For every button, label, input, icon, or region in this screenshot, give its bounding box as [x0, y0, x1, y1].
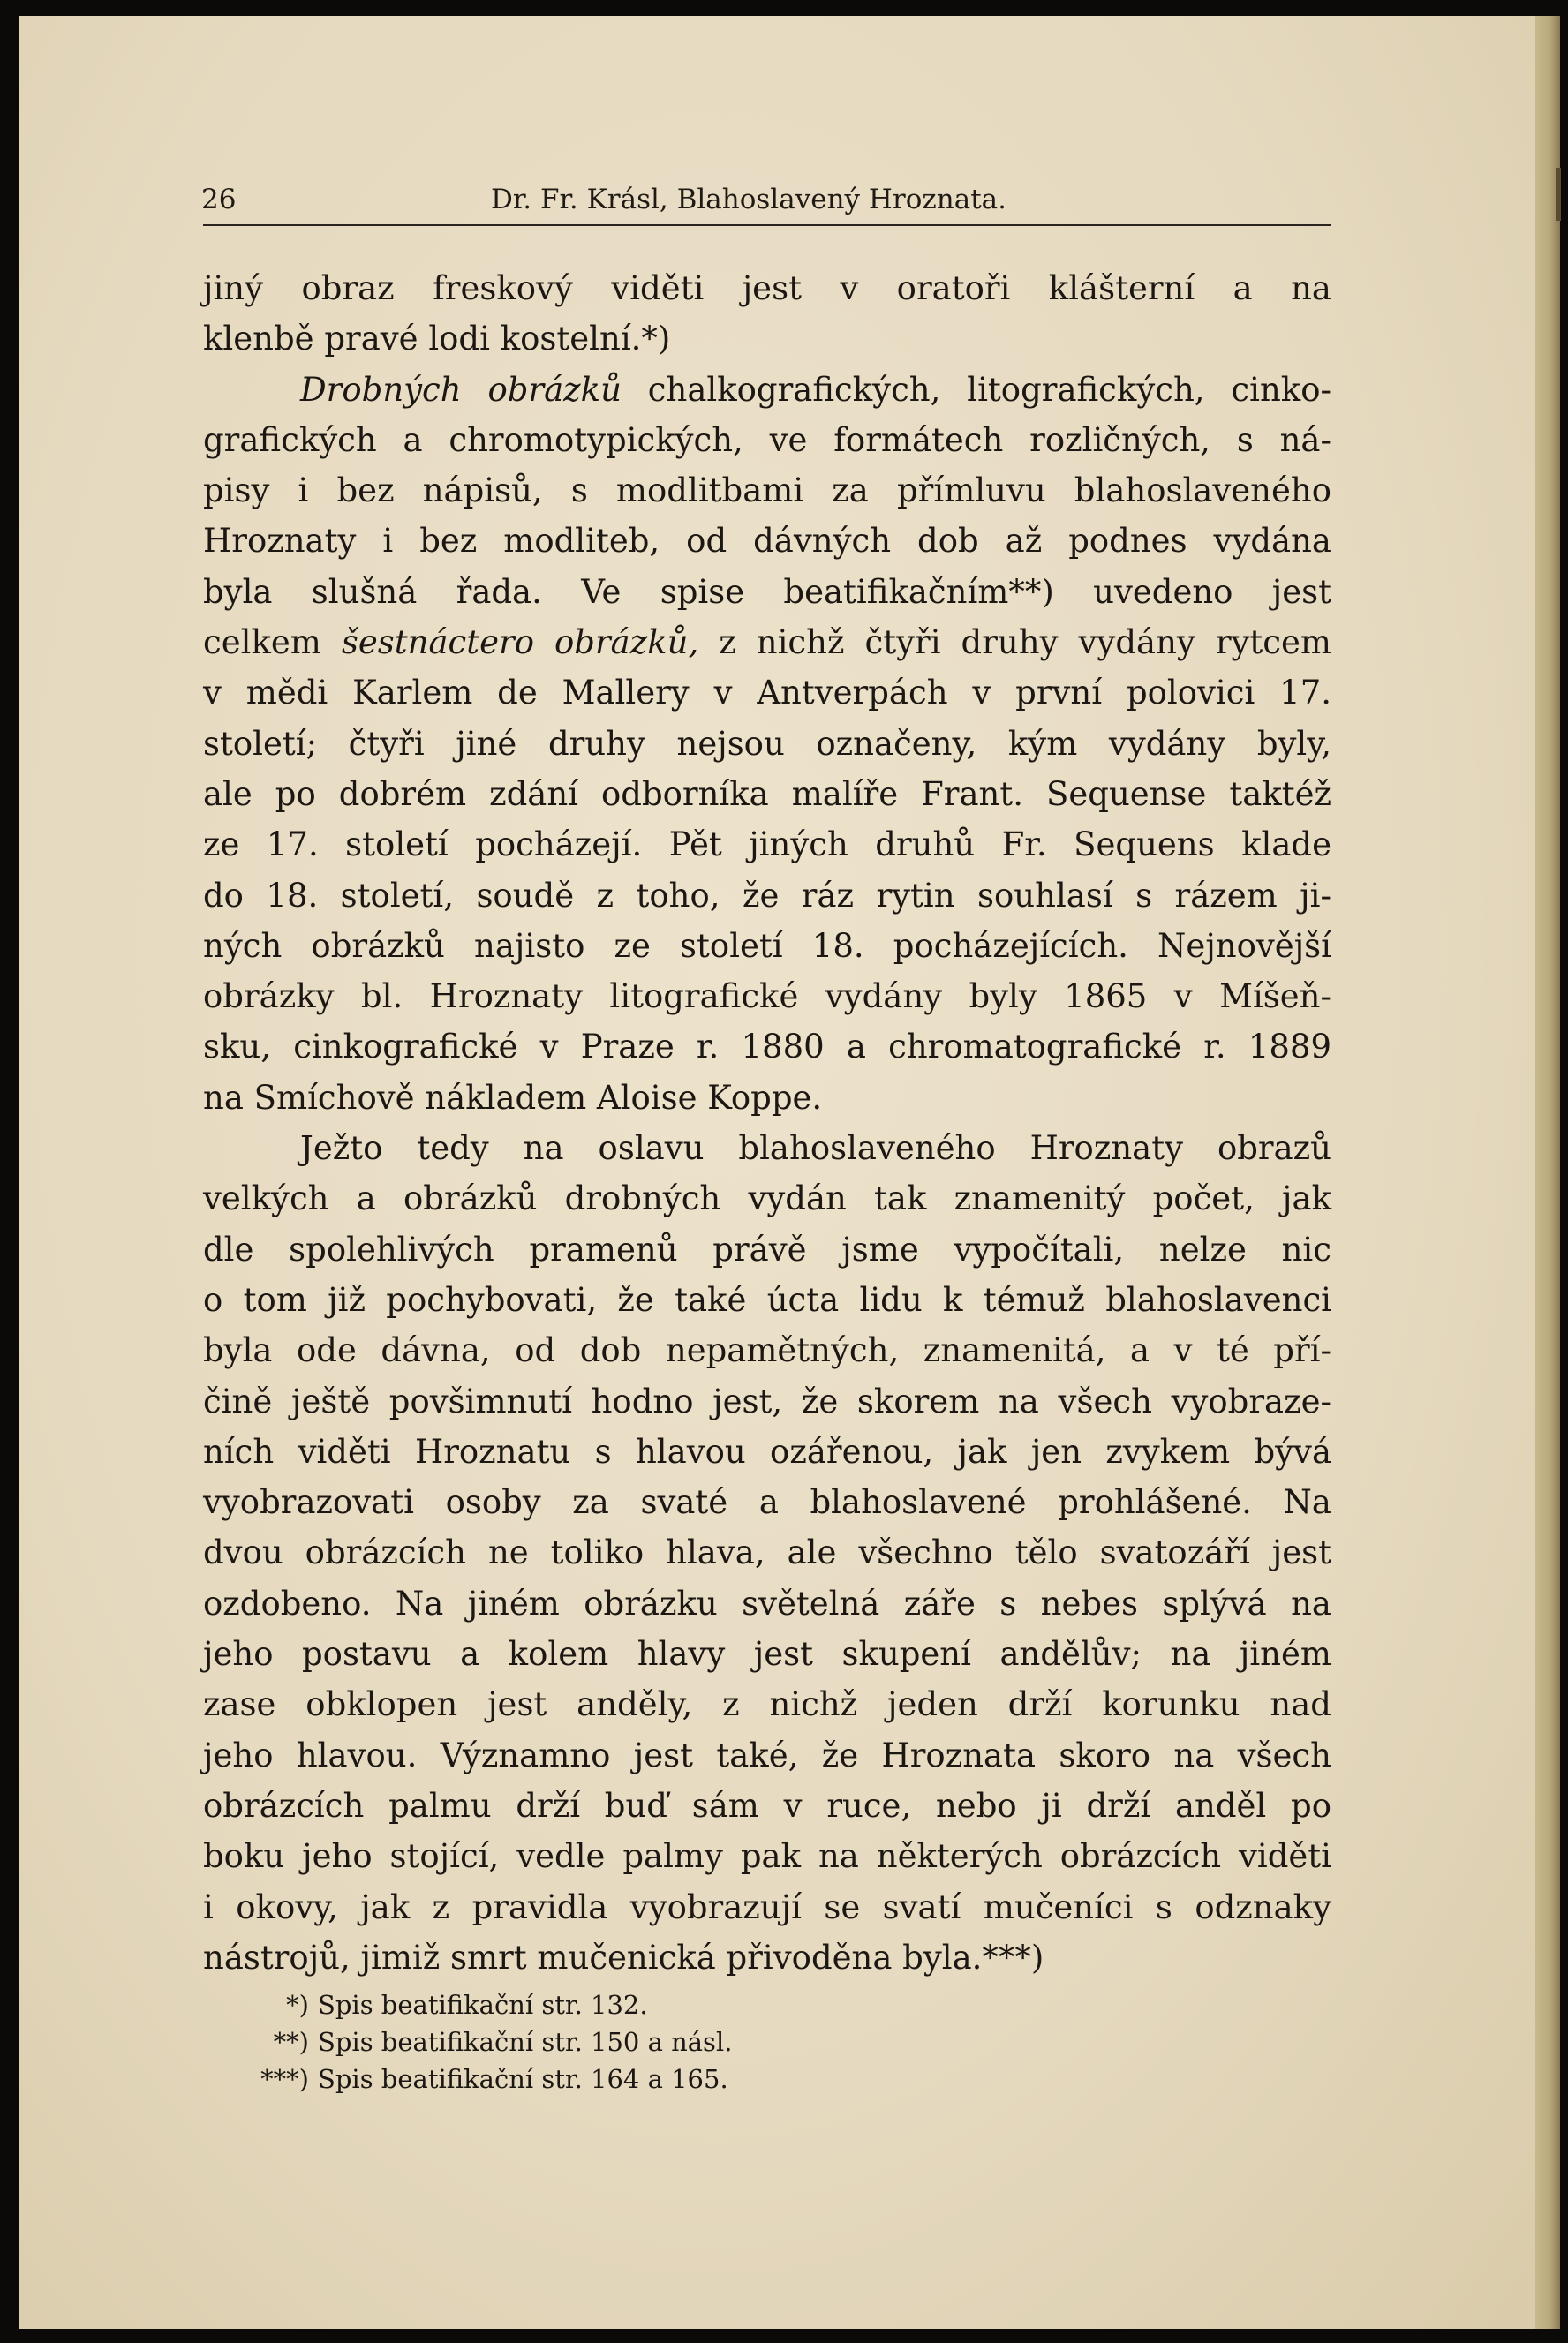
footnote-text: Spis beatifikační str. 150 a násl. [318, 2027, 733, 2057]
text-line: jeho hlavou. Významno jest také, že Hroznata skoro na všech [203, 1736, 1331, 1774]
running-title: Dr. Fr. Krásl, Blahoslavený Hroznata. [491, 184, 1006, 215]
text-line: v mědi Karlem de Mallery v Antverpách v první polovici 17. [203, 674, 1331, 712]
text-line: na Smíchově nákladem Aloise Koppe. [203, 1078, 823, 1117]
text-line: obrázcích palmu drží buď sám v ruce, nebo ji drží anděl po [203, 1786, 1331, 1825]
text-line: do 18. století, soudě z toho, že ráz rytin souhlasí s rázem ji- [203, 876, 1331, 915]
footnote-mark: *) [286, 1990, 309, 2020]
text-line: nástrojů, jimiž smrt mučenická přivoděna byla.***) [203, 1938, 1044, 1977]
footnote-text: Spis beatifikační str. 132. [318, 1990, 648, 2020]
body-text [203, 263, 1331, 1983]
text-line: čině ještě povšimnutí hodno jest, že skorem na všech vyobraze- [203, 1382, 1331, 1420]
text-line: ných obrázků najisto ze století 18. pocházejících. Nejnovější [203, 926, 1331, 965]
text-line: obrázky bl. Hroznaty litografické vydány byly 1865 v Míšeň- [203, 977, 1331, 1016]
text-line: dvou obrázcích ne toliko hlava, ale všechno tělo svatozáří jest [203, 1533, 1331, 1572]
footnote [258, 2060, 1229, 2098]
footnote [258, 2023, 1229, 2060]
text-line: boku jeho stojící, vedle palmy pak na některých obrázcích viděti [203, 1837, 1331, 1876]
text-line [203, 617, 1331, 667]
text-line: ze 17. století pocházejí. Pět jiných druhů Fr. Sequens klade [203, 825, 1331, 864]
text-line: klenbě pravé lodi kostelní.*) [203, 320, 671, 358]
text-line: ale po dobrém zdání odborníka malíře Frant. Sequense taktéž [203, 774, 1331, 813]
text-line: grafických a chromotypických, ve formátech rozličných, s ná- [203, 420, 1331, 459]
text-line: Hroznaty i bez modliteb, od dávných dob až podnes vydána [203, 522, 1331, 561]
footnote-text: Spis beatifikační str. 164 a 165. [318, 2064, 728, 2094]
text-fragment: z nichž čtyři druhy vydány rytcem [698, 623, 1331, 662]
page-edge [1535, 16, 1560, 2329]
italic-phrase: Drobných obrázků [300, 370, 622, 409]
footnotes [258, 1986, 1229, 2098]
text-line: vyobrazovati osoby za svaté a blahoslavené prohlášené. Na [203, 1483, 1331, 1522]
text-line: jeho postavu a kolem hlavy jest skupení andělův; na jiném [203, 1635, 1331, 1674]
footnote-mark: ***) [260, 2064, 309, 2094]
text-line: o tom již pochybovati, že také úcta lidu k témuž blahoslavenci [203, 1280, 1331, 1319]
text-line: století; čtyři jiné druhy nejsou označeny, kým vydány byly, [203, 724, 1331, 763]
text-line [203, 365, 1331, 415]
text-line: zase obklopen jest anděly, z nichž jeden drží korunku nad [203, 1685, 1331, 1724]
text-line: ních viděti Hroznatu s hlavou ozářenou, jak jen zvykem bývá [203, 1432, 1331, 1471]
page-number: 26 [201, 184, 237, 215]
text-line: sku, cinkografické v Praze r. 1880 a chromatografické r. 1889 [203, 1028, 1331, 1066]
text-line: dle spolehlivých pramenů právě jsme vypočítali, nelze nic [203, 1230, 1331, 1269]
text-line: ozdobeno. Na jiném obrázku světelná záře s nebes splývá na [203, 1584, 1331, 1623]
text-line: pisy i bez nápisů, s modlitbami za přímluvu blahoslaveného [203, 471, 1331, 510]
text-line: byla ode dávna, od dob nepamětných, znamenitá, a v té pří- [203, 1331, 1331, 1370]
text-line: jiný obraz freskový viděti jest v oratoři klášterní a na [203, 269, 1331, 307]
italic-phrase: šestnáctero obrázků, [341, 623, 699, 662]
text-line: i okovy, jak z pravidla vyobrazují se svatí mučeníci s odznaky [203, 1887, 1331, 1926]
edge-mark [1556, 168, 1561, 221]
text-line: velkých a obrázků drobných vydán tak znamenitý počet, jak [203, 1179, 1331, 1218]
header-rule [203, 224, 1331, 226]
text-line: byla slušná řada. Ve spise beatifikačním**) uvedeno jest [203, 572, 1331, 611]
text-fragment: celkem [203, 623, 342, 662]
text-line: Ježto tedy na oslavu blahoslaveného Hroznaty obrazů [300, 1129, 1331, 1168]
running-head [201, 177, 1331, 222]
footnote-mark: **) [273, 2027, 309, 2057]
text-fragment: chalkografických, litografických, cinko- [621, 370, 1331, 409]
footnote [258, 1986, 1229, 2023]
